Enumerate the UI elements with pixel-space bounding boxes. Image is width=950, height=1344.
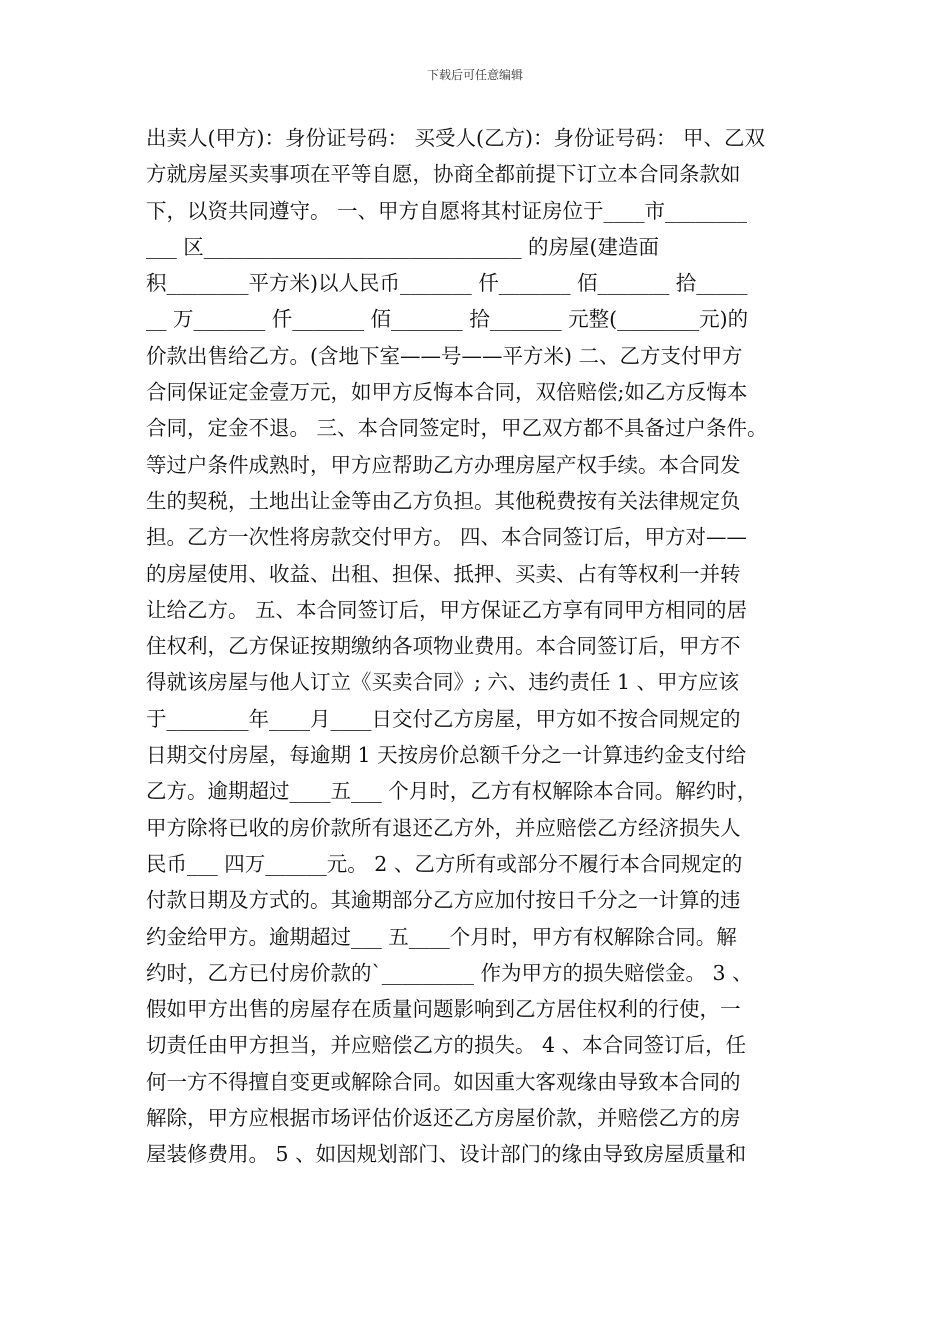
body-line: 假如甲方出售的房屋存在质量问题影响到乙方居住权利的行使，一 <box>146 997 741 1022</box>
body-line: 何一方不得擅自变更或解除合同。如因重大客观缘由导致本合同的 <box>146 1069 741 1094</box>
body-line: 切责任由甲方担当，并应赔偿乙方的损失。 4 、本合同签订后，任 <box>146 1033 747 1058</box>
page-header: 下载后可任意编辑 <box>426 68 523 82</box>
body-line: 于________年____月____日交付乙方房屋，甲方如不按合同规定的 <box>146 706 741 731</box>
body-line: 生的契税，土地出让金等由乙方负担。其他税费按有关法律规定负 <box>146 488 741 513</box>
body-line: 日期交付房屋，每逾期 1 天按房价总额千分之一计算违约金支付给 <box>146 743 747 768</box>
body-line: 约时，乙方已付房价款的`_________ 作为甲方的损失赔偿金。 3 、 <box>146 960 753 985</box>
body-line: 合同，定金不退。 三、本合同签定时，甲乙双方都不具备过户条件。 <box>146 416 768 441</box>
body-line: 得就该房屋与他人订立《买卖合同》; 六、违约责任 1 、甲方应该 <box>146 670 739 695</box>
body-line: 屋装修费用。 5 、如因规划部门、设计部门的缘由导致房屋质量和 <box>146 1142 747 1167</box>
body-line: 住权利，乙方保证按期缴纳各项物业费用。本合同签订后，甲方不 <box>146 634 741 659</box>
body-line: 担。乙方一次性将房款交付甲方。 四、本合同签订后，甲方对—— <box>146 525 748 550</box>
body-line: 方就房屋买卖事项在平等自愿，协商全都前提下订立本合同条款如 <box>146 162 741 187</box>
body-line: 乙方。逾期超过____五___ 个月时，乙方有权解除本合同。解约时， <box>146 779 758 804</box>
body-line: 下，以资共同遵守。 一、甲方自愿将其村证房位于____市________ <box>146 198 748 223</box>
body-line: __ 万_______ 仟_______ 佰_______ 拾_______ 元整(________元)的 <box>146 307 749 332</box>
contract-body <box>146 120 806 1173</box>
body-line: 民币___ 四万______元。 2 、乙方所有或部分不履行本合同规定的 <box>146 851 743 876</box>
body-line: 的房屋使用、收益、出租、担保、抵押、买卖、占有等权利一并转 <box>146 561 741 586</box>
body-line: 甲方除将已收的房价款所有退还乙方外，并应赔偿乙方经济损失人 <box>146 815 741 840</box>
body-line: 解除，甲方应根据市场评估价返还乙方房屋价款，并赔偿乙方的房 <box>146 1106 741 1131</box>
body-line: 等过户条件成熟时，甲方应帮助乙方办理房屋产权手续。本合同发 <box>146 452 741 477</box>
body-line: 约金给甲方。逾期超过___ 五____个月时，甲方有权解除合同。解 <box>146 924 737 949</box>
body-line: ___ 区_______________________________ 的房屋(建造面 <box>146 234 660 259</box>
body-line: 让给乙方。 五、本合同签订后，甲方保证乙方享有同甲方相同的居 <box>146 597 748 622</box>
body-line: 合同保证定金壹万元，如甲方反悔本合同，双倍赔偿;如乙方反悔本 <box>146 380 748 405</box>
body-line: 付款日期及方式的。其逾期部分乙方应加付按日千分之一计算的违 <box>146 888 741 913</box>
body-line: 积________平方米)以人民币_______ 仟_______ 佰_______ 拾_____ <box>146 271 748 296</box>
body-line: 价款出售给乙方。(含地下室——号——平方米) 二、乙方支付甲方 <box>146 343 743 368</box>
body-line: 出卖人(甲方)：身份证号码： 买受人(乙方)：身份证号码： 甲、乙双 <box>146 126 766 150</box>
